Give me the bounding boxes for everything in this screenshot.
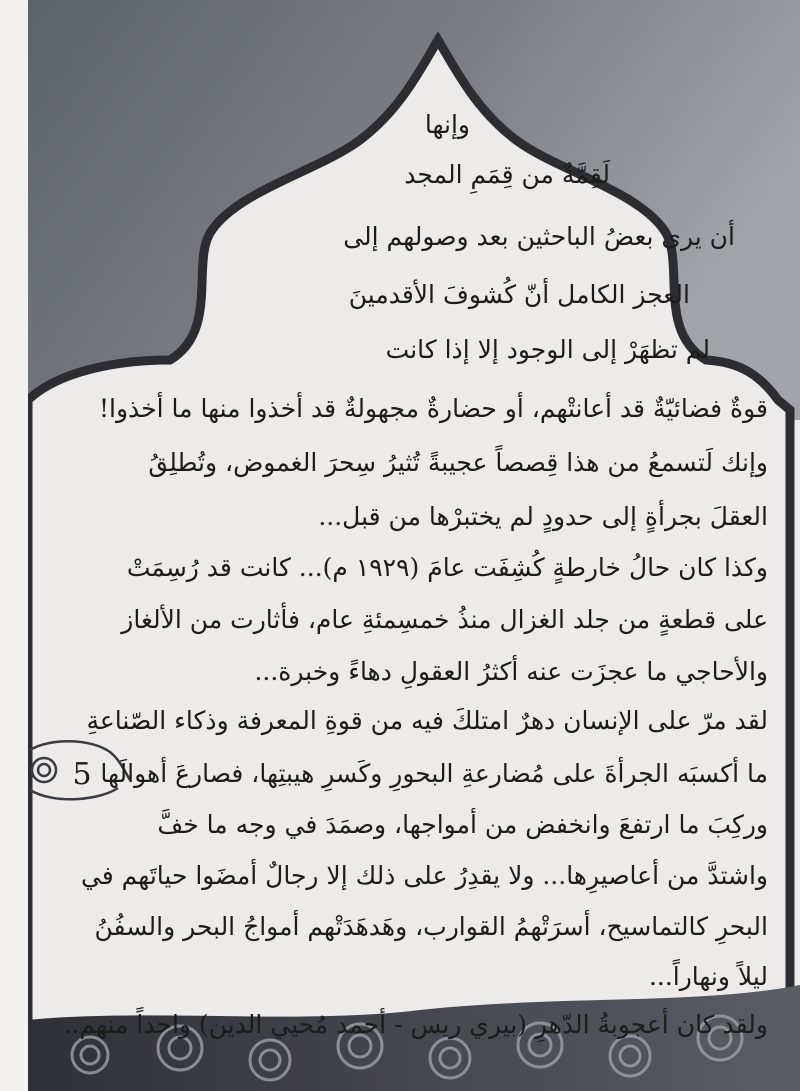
body-line-3: العقلَ بجرأةٍ إلى حدودٍ لم يختبرْها من قبل...: [318, 502, 768, 531]
page-number: 5: [72, 757, 92, 792]
body-line-13: ولقد كان أعجوبةُ الدّهرِ (بيري ريس - أحمد مُحيي الدين) واحداً منهم..: [63, 1010, 768, 1039]
body-line-9: وركِبَ ما ارتفعَ وانخفض من أمواجها، وصمَدَ في وجه ما خفَّ: [157, 810, 768, 839]
left-margin: [0, 0, 28, 1091]
body-line-1: قوةٌ فضائيّةٌ قد أعانتْهم، أو حضارةٌ مجهولةٌ قد أخذوا منها ما أخذوا!: [98, 394, 768, 423]
heading-line-3: أن يرى بعضُ الباحثين بعد وصولهم إلى: [343, 222, 735, 251]
body-line-10: واشتدَّ من أعاصيرِها... ولا يقدِرُ على ذلك إلا رجالٌ أمضَوا حياتَهم في: [80, 861, 768, 890]
heading-line-5: لم تظهَرْ إلى الوجود إلا إذا كانت: [385, 335, 710, 364]
body-line-6: والأحاجي ما عجزَت عنه أكثرُ العقولِ دهاءً وخبرة...: [254, 657, 768, 686]
body-line-8: ما أكسبَه الجرأةَ على مُضارعةِ البحورِ وكَسرِ هيبتِها، فصارعَ أهوالَها: [100, 759, 768, 788]
body-line-4: وكذا كان حالُ خارطةٍ كُشِفَت عامَ (١٩٢٩ م)... كانت قد رُسِمَتْ: [126, 553, 768, 582]
body-line-12: ليلاً ونهاراً...: [648, 962, 768, 991]
body-line-11: البحرِ كالتماسيح، أسرَتْهمُ القوارب، وهَدهَدَتْهم أمواجُ البحر والسفُنُ: [94, 912, 768, 941]
body-line-2: وإنك لَتسمعُ من هذا قِصصاً عجيبةً تُثيرُ سِحرَ الغموض، وتُطلِقُ: [148, 448, 768, 477]
body-line-7: لقد مرّ على الإنسان دهرٌ امتلكَ فيه من قوةِ المعرفة وذكاء الصّناعةِ: [86, 706, 768, 735]
heading-line-2: لَقِمَّةٌ من قِمَمِ المجد: [404, 160, 610, 189]
heading-line-1: وإنها: [424, 110, 470, 139]
body-line-5: على قطعةٍ من جلد الغزال منذُ خمسِمئةِ عام، فأثارت من الألغاز: [121, 605, 768, 634]
heading-line-4: العجز الكامل أنّ كُشوفَ الأقدمينَ: [348, 280, 690, 309]
